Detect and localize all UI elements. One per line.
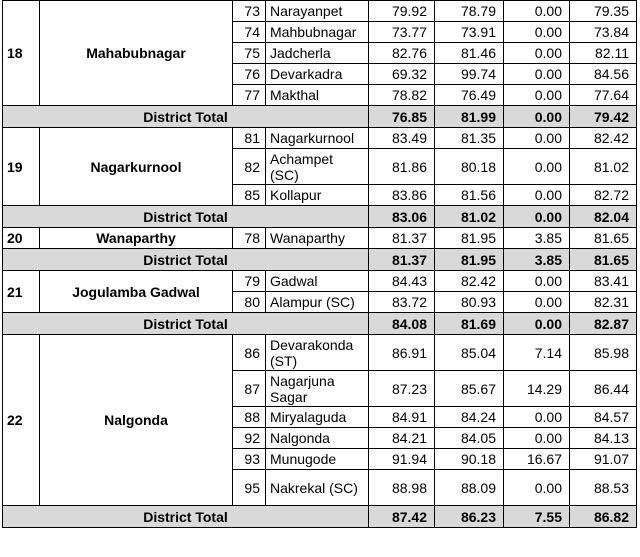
value-cell-1: 79.92 <box>369 1 435 22</box>
total-value-1: 84.08 <box>369 313 435 335</box>
district-total-label: District Total <box>3 106 369 128</box>
value-cell-3: 0.00 <box>504 43 570 64</box>
value-cell-1: 84.91 <box>369 407 435 428</box>
total-value-4: 79.42 <box>570 106 637 128</box>
district-name: Nagarkurnool <box>40 128 233 206</box>
district-total-row <box>3 106 637 128</box>
total-value-1: 81.37 <box>369 249 435 271</box>
constituency-number: 93 <box>233 449 266 470</box>
total-value-1: 76.85 <box>369 106 435 128</box>
constituency-name: Miryalaguda <box>266 407 369 428</box>
district-serial-number: 19 <box>3 128 40 206</box>
value-cell-2: 88.09 <box>435 470 504 506</box>
value-cell-3: 0.00 <box>504 22 570 43</box>
value-cell-2: 84.24 <box>435 407 504 428</box>
total-value-4: 82.04 <box>570 206 637 228</box>
value-cell-1: 86.91 <box>369 335 435 371</box>
value-cell-4: 82.42 <box>570 128 637 149</box>
constituency-name: Alampur (SC) <box>266 292 369 313</box>
value-cell-3: 0.00 <box>504 149 570 185</box>
district-total-row <box>3 313 637 335</box>
value-cell-4: 84.13 <box>570 428 637 449</box>
value-cell-3: 7.14 <box>504 335 570 371</box>
table-row <box>3 1 637 22</box>
value-cell-2: 82.42 <box>435 271 504 292</box>
value-cell-4: 83.41 <box>570 271 637 292</box>
total-value-1: 87.42 <box>369 506 435 528</box>
district-total-label: District Total <box>3 206 369 228</box>
total-value-3: 7.55 <box>504 506 570 528</box>
value-cell-3: 0.00 <box>504 470 570 506</box>
value-cell-4: 81.02 <box>570 149 637 185</box>
constituency-number: 85 <box>233 185 266 206</box>
value-cell-1: 84.43 <box>369 271 435 292</box>
constituency-name: Jadcherla <box>266 43 369 64</box>
constituency-name: Nalgonda <box>266 428 369 449</box>
constituency-number: 82 <box>233 149 266 185</box>
district-serial-number: 21 <box>3 271 40 313</box>
value-cell-4: 73.84 <box>570 22 637 43</box>
constituency-number: 92 <box>233 428 266 449</box>
total-value-3: 0.00 <box>504 106 570 128</box>
district-name: Wanaparthy <box>40 228 233 249</box>
value-cell-2: 78.79 <box>435 1 504 22</box>
value-cell-4: 85.98 <box>570 335 637 371</box>
district-total-row <box>3 249 637 271</box>
district-total-row <box>3 206 637 228</box>
total-value-2: 86.23 <box>435 506 504 528</box>
value-cell-1: 91.94 <box>369 449 435 470</box>
table-body <box>3 1 637 528</box>
value-cell-2: 81.46 <box>435 43 504 64</box>
total-value-4: 86.82 <box>570 506 637 528</box>
district-total-label: District Total <box>3 506 369 528</box>
value-cell-3: 0.00 <box>504 428 570 449</box>
constituency-name: Achampet (SC) <box>266 149 369 185</box>
value-cell-1: 78.82 <box>369 85 435 106</box>
constituency-number: 81 <box>233 128 266 149</box>
value-cell-2: 81.95 <box>435 228 504 249</box>
value-cell-3: 0.00 <box>504 64 570 85</box>
value-cell-4: 88.53 <box>570 470 637 506</box>
total-value-2: 81.02 <box>435 206 504 228</box>
constituency-name: Nagarkurnool <box>266 128 369 149</box>
total-value-2: 81.95 <box>435 249 504 271</box>
total-value-3: 3.85 <box>504 249 570 271</box>
constituency-number: 79 <box>233 271 266 292</box>
total-value-1: 83.06 <box>369 206 435 228</box>
constituency-name: Munugode <box>266 449 369 470</box>
value-cell-3: 0.00 <box>504 185 570 206</box>
value-cell-4: 82.72 <box>570 185 637 206</box>
district-name: Nalgonda <box>40 335 233 506</box>
district-name: Mahabubnagar <box>40 1 233 106</box>
constituency-number: 77 <box>233 85 266 106</box>
total-value-2: 81.69 <box>435 313 504 335</box>
constituency-number: 87 <box>233 371 266 407</box>
district-total-label: District Total <box>3 249 369 271</box>
constituency-name: Gadwal <box>266 271 369 292</box>
constituency-number: 74 <box>233 22 266 43</box>
value-cell-4: 79.35 <box>570 1 637 22</box>
value-cell-4: 77.64 <box>570 85 637 106</box>
value-cell-3: 0.00 <box>504 271 570 292</box>
district-total-label: District Total <box>3 313 369 335</box>
total-value-4: 81.65 <box>570 249 637 271</box>
total-value-4: 82.87 <box>570 313 637 335</box>
value-cell-2: 80.93 <box>435 292 504 313</box>
value-cell-3: 0.00 <box>504 407 570 428</box>
value-cell-4: 86.44 <box>570 371 637 407</box>
value-cell-1: 82.76 <box>369 43 435 64</box>
value-cell-2: 90.18 <box>435 449 504 470</box>
value-cell-4: 84.57 <box>570 407 637 428</box>
total-value-2: 81.99 <box>435 106 504 128</box>
constituency-number: 75 <box>233 43 266 64</box>
constituency-name: Devarakonda (ST) <box>266 335 369 371</box>
constituency-number: 95 <box>233 470 266 506</box>
value-cell-2: 80.18 <box>435 149 504 185</box>
value-cell-2: 81.56 <box>435 185 504 206</box>
value-cell-2: 85.04 <box>435 335 504 371</box>
value-cell-2: 73.91 <box>435 22 504 43</box>
value-cell-1: 83.72 <box>369 292 435 313</box>
table-row <box>3 228 637 249</box>
value-cell-3: 16.67 <box>504 449 570 470</box>
value-cell-4: 91.07 <box>570 449 637 470</box>
value-cell-4: 82.31 <box>570 292 637 313</box>
constituency-name: Makthal <box>266 85 369 106</box>
value-cell-3: 0.00 <box>504 1 570 22</box>
value-cell-2: 85.67 <box>435 371 504 407</box>
constituency-number: 88 <box>233 407 266 428</box>
value-cell-2: 99.74 <box>435 64 504 85</box>
constituency-number: 73 <box>233 1 266 22</box>
value-cell-1: 88.98 <box>369 470 435 506</box>
constituency-name: Nagarjuna Sagar <box>266 371 369 407</box>
district-total-row <box>3 506 637 528</box>
value-cell-2: 84.05 <box>435 428 504 449</box>
total-value-3: 0.00 <box>504 206 570 228</box>
value-cell-4: 84.56 <box>570 64 637 85</box>
constituency-name: Kollapur <box>266 185 369 206</box>
constituency-name: Nakrekal (SC) <box>266 470 369 506</box>
constituency-number: 76 <box>233 64 266 85</box>
value-cell-3: 3.85 <box>504 228 570 249</box>
district-name: Jogulamba Gadwal <box>40 271 233 313</box>
value-cell-1: 87.23 <box>369 371 435 407</box>
constituency-name: Wanaparthy <box>266 228 369 249</box>
table-row <box>3 335 637 371</box>
value-cell-1: 81.37 <box>369 228 435 249</box>
table-row <box>3 128 637 149</box>
constituency-number: 78 <box>233 228 266 249</box>
constituency-name: Devarkadra <box>266 64 369 85</box>
district-serial-number: 18 <box>3 1 40 106</box>
value-cell-2: 76.49 <box>435 85 504 106</box>
value-cell-4: 82.11 <box>570 43 637 64</box>
total-value-3: 0.00 <box>504 313 570 335</box>
constituency-number: 86 <box>233 335 266 371</box>
value-cell-3: 0.00 <box>504 292 570 313</box>
value-cell-1: 84.21 <box>369 428 435 449</box>
value-cell-1: 73.77 <box>369 22 435 43</box>
value-cell-1: 69.32 <box>369 64 435 85</box>
value-cell-1: 83.86 <box>369 185 435 206</box>
value-cell-1: 81.86 <box>369 149 435 185</box>
turnout-table <box>2 0 637 528</box>
district-serial-number: 20 <box>3 228 40 249</box>
table-row <box>3 271 637 292</box>
constituency-name: Mahbubnagar <box>266 22 369 43</box>
value-cell-3: 0.00 <box>504 85 570 106</box>
value-cell-1: 83.49 <box>369 128 435 149</box>
constituency-number: 80 <box>233 292 266 313</box>
value-cell-4: 81.65 <box>570 228 637 249</box>
constituency-name: Narayanpet <box>266 1 369 22</box>
value-cell-2: 81.35 <box>435 128 504 149</box>
value-cell-3: 14.29 <box>504 371 570 407</box>
value-cell-3: 0.00 <box>504 128 570 149</box>
district-serial-number: 22 <box>3 335 40 506</box>
